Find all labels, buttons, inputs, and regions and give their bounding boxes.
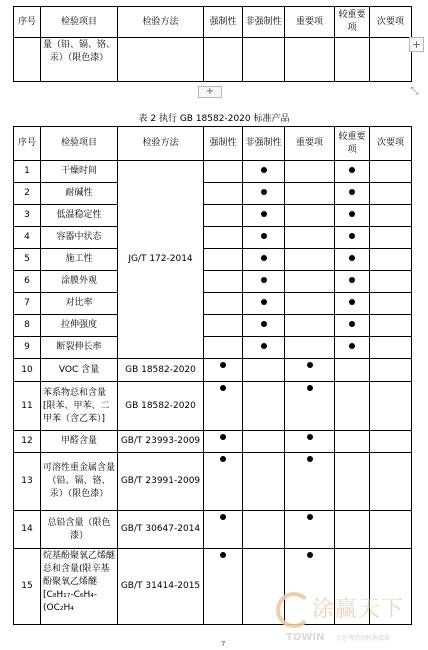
- table-row: [14, 359, 412, 382]
- plus-icon: +: [205, 86, 215, 97]
- header-item: 检验项目: [41, 7, 118, 38]
- row-no: 15: [14, 549, 41, 625]
- watermark: [272, 588, 422, 648]
- watermark-brand: TOWIN: [286, 632, 325, 643]
- bullet-dot: [261, 343, 267, 349]
- bullet-dot: [349, 299, 355, 305]
- row-no: 3: [14, 205, 41, 227]
- bullet-dot: [261, 211, 267, 217]
- table-row: [14, 271, 412, 293]
- add-row-button[interactable]: [198, 86, 222, 98]
- table-row: [14, 249, 412, 271]
- header-minor: 次要项: [370, 7, 412, 38]
- row-no: 9: [14, 337, 41, 359]
- header-no: 序号: [14, 127, 41, 161]
- row-item: 总铅含量（限色漆）: [41, 511, 118, 549]
- bullet-dot: [220, 552, 226, 558]
- item-cell: 量（铅、镉、铬、汞）（限色漆）: [41, 38, 118, 82]
- row-item: 涂膜外观: [41, 271, 118, 293]
- header-fairly-important: 较重要项: [335, 7, 370, 38]
- table-row: [14, 315, 412, 337]
- header-method: 检验方法: [118, 7, 204, 38]
- row-no: 10: [14, 359, 41, 382]
- bullet-dot: [307, 385, 313, 391]
- table-2-caption: 表 2 执行 GB 18582-2020 标准产品: [138, 114, 290, 124]
- row-no: 1: [14, 161, 41, 183]
- row-item: 干燥时间: [41, 161, 118, 183]
- row-no: 6: [14, 271, 41, 293]
- header-mandatory: 强制性: [204, 7, 243, 38]
- bullet-dot: [220, 434, 226, 440]
- bullet-dot: [307, 434, 313, 440]
- row-item: 容器中状态: [41, 227, 118, 249]
- table-row: [14, 337, 412, 359]
- row-method: GB 18582-2020: [118, 382, 204, 431]
- bullet-dot: [349, 189, 355, 195]
- row-no: 12: [14, 431, 41, 453]
- row-item: 苯系物总和含量[限苯、甲苯、二甲苯（含乙苯）]: [41, 382, 118, 431]
- table-row: [14, 205, 412, 227]
- table-row: [14, 511, 412, 549]
- watermark-title: 涂赢天下: [312, 597, 405, 622]
- table-2-header-row: [14, 127, 412, 161]
- table-1: [13, 6, 412, 82]
- row-method: GB/T 30647-2014: [118, 511, 204, 549]
- table-row: [14, 431, 412, 453]
- header-non-mandatory: 非强制性: [243, 7, 285, 38]
- bullet-dot: [220, 456, 226, 462]
- row-item: 可溶性重金属含量（铅、镉、铬、汞）（限色漆）: [41, 453, 118, 511]
- row-item: 低温稳定性: [41, 205, 118, 227]
- row-no: 14: [14, 511, 41, 549]
- row-item: 施工性: [41, 249, 118, 271]
- table-1-header-row: [14, 7, 412, 38]
- row-method: GB 18582-2020: [118, 359, 204, 382]
- bullet-dot: [261, 189, 267, 195]
- header-minor: 次要项: [370, 127, 412, 161]
- header-no: 序号: [14, 7, 41, 38]
- bullet-dot: [261, 277, 267, 283]
- bullet-dot: [307, 456, 313, 462]
- table-row: [14, 161, 412, 183]
- bullet-dot: [349, 277, 355, 283]
- row-item: 甲醛含量: [41, 431, 118, 453]
- bullet-dot: [261, 167, 267, 173]
- bullet-dot: [261, 233, 267, 239]
- table-row: [14, 227, 412, 249]
- row-method: GB/T 31414-2015: [118, 549, 204, 625]
- row-item: 耐碱性: [41, 183, 118, 205]
- row-item: 对比率: [41, 293, 118, 315]
- table-row: [14, 453, 412, 511]
- bullet-dot: [349, 343, 355, 349]
- row-item-formula: [C₈H₁₇-C₆H₄-(OC₂H₄: [43, 590, 98, 613]
- row-no: 5: [14, 249, 41, 271]
- bullet-dot: [220, 362, 226, 368]
- bullet-dot: [349, 211, 355, 217]
- bullet-dot: [349, 167, 355, 173]
- resize-icon: ⤡: [410, 86, 419, 97]
- table-row: [14, 183, 412, 205]
- row-method: JG/T 172-2014: [118, 161, 204, 359]
- table-2: [13, 126, 412, 625]
- add-column-button[interactable]: [409, 37, 424, 52]
- bullet-dot: [220, 514, 226, 520]
- row-item: 烷基酚聚氧乙烯醚总和含量(限辛基酚聚氧乙烯醚: [43, 551, 116, 587]
- row-method: GB/T 23993-2009: [118, 431, 204, 453]
- bullet-dot: [261, 255, 267, 261]
- header-important: 重要项: [285, 7, 335, 38]
- table-row: [14, 293, 412, 315]
- header-non-mandatory: 非强制性: [243, 127, 285, 161]
- row-no: 2: [14, 183, 41, 205]
- header-mandatory: 强制性: [204, 127, 243, 161]
- bullet-dot: [307, 552, 313, 558]
- table-resize-handle[interactable]: [409, 86, 420, 97]
- row-item: VOC 含量: [41, 359, 118, 382]
- table-row: [14, 38, 412, 82]
- watermark-slogan: 会思考的涂料新媒体: [336, 635, 391, 642]
- bullet-dot: [307, 514, 313, 520]
- bullet-dot: [349, 255, 355, 261]
- header-method: 检验方法: [118, 127, 204, 161]
- row-no: 8: [14, 315, 41, 337]
- row-no: 11: [14, 382, 41, 431]
- header-item: 检验项目: [41, 127, 118, 161]
- bullet-dot: [349, 321, 355, 327]
- row-no: 7: [14, 293, 41, 315]
- bullet-dot: [349, 233, 355, 239]
- row-item: 断裂伸长率: [41, 337, 118, 359]
- bullet-dot: [220, 385, 226, 391]
- bullet-dot: [261, 299, 267, 305]
- header-fairly-important: 较重要项: [335, 127, 370, 161]
- page-number: 7: [221, 640, 226, 648]
- watermark-logo-icon: [276, 592, 312, 628]
- header-important: 重要项: [285, 127, 335, 161]
- table-row: [14, 382, 412, 431]
- row-method: GB/T 23991-2009: [118, 453, 204, 511]
- row-no: 4: [14, 227, 41, 249]
- plus-icon: +: [411, 38, 422, 51]
- row-item: 拉伸强度: [41, 315, 118, 337]
- row-no: 13: [14, 453, 41, 511]
- bullet-dot: [307, 362, 313, 368]
- bullet-dot: [261, 321, 267, 327]
